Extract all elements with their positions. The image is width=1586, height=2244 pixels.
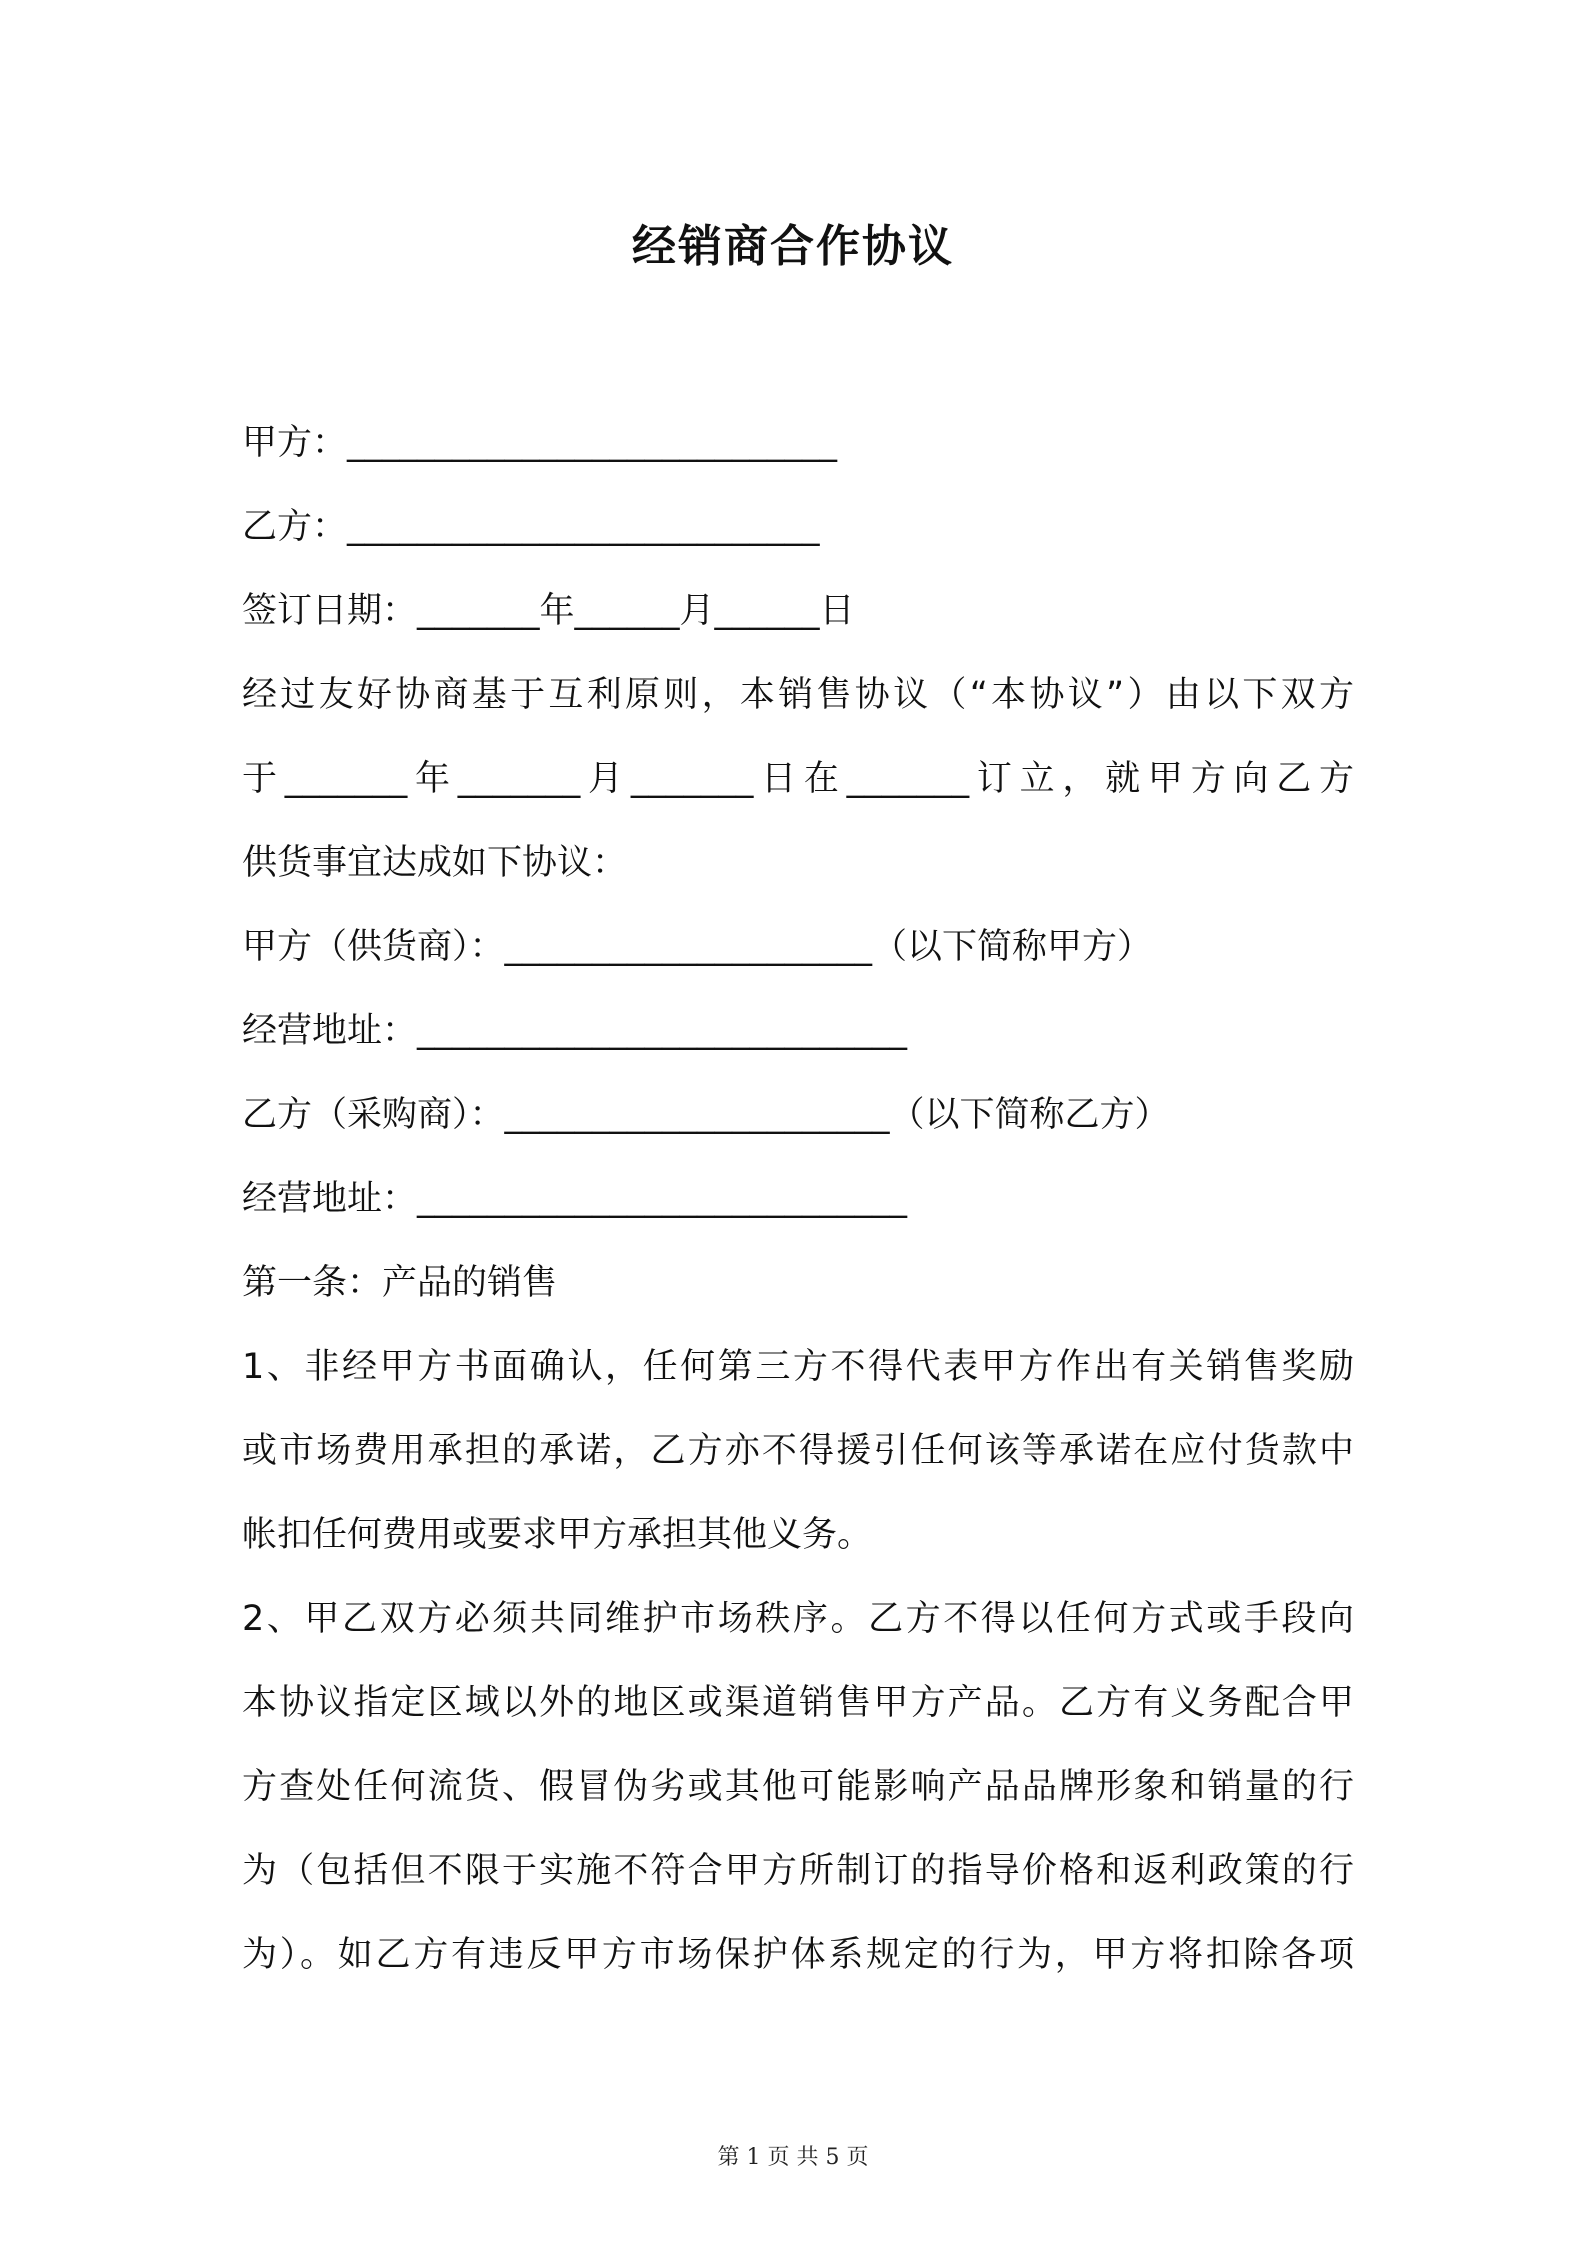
- paragraph-line: 帐扣任何费用或要求甲方承担其他义务。: [242, 1515, 873, 1555]
- document-title: 经销商合作协议: [632, 221, 954, 272]
- paragraph-line: 于_______年_______月_______日在_______订立，就甲方向乙方: [242, 759, 1354, 799]
- paragraph-line: 2、甲乙双方必须共同维护市场秩序。乙方不得以任何方式或手段向: [242, 1599, 1354, 1639]
- purchaser-line: 乙方（采购商）：______________________（以下简称乙方）: [242, 1095, 1170, 1135]
- paragraph-line: 供货事宜达成如下协议：: [242, 843, 628, 883]
- paragraph-line: 本协议指定区域以外的地区或渠道销售甲方产品。乙方有义务配合甲: [242, 1683, 1354, 1723]
- purchaser-address-line: 经营地址：____________________________: [242, 1179, 908, 1219]
- paragraph-line: 经过友好协商基于互利原则，本销售协议（“本协议”）由以下双方: [242, 675, 1354, 715]
- paragraph-line: 为（包括但不限于实施不符合甲方所制订的指导价格和返利政策的行: [242, 1851, 1354, 1891]
- signing-date-line: 签订日期：_______年______月______日: [242, 591, 855, 631]
- paragraph-line: 为）。如乙方有违反甲方市场保护体系规定的行为，甲方将扣除各项: [242, 1935, 1354, 1975]
- party-b-line: 乙方：___________________________: [242, 507, 820, 547]
- paragraph-line: 1、非经甲方书面确认，任何第三方不得代表甲方作出有关销售奖励: [242, 1347, 1354, 1387]
- party-a-line: 甲方：____________________________: [242, 423, 838, 463]
- supplier-address-line: 经营地址：____________________________: [242, 1011, 908, 1051]
- page-number-footer: 第 1 页 共 5 页: [717, 2145, 869, 2170]
- article-heading: 第一条：产品的销售: [242, 1263, 558, 1303]
- paragraph-line: 或市场费用承担的承诺，乙方亦不得援引任何该等承诺在应付货款中: [242, 1431, 1354, 1471]
- supplier-line: 甲方（供货商）：_____________________（以下简称甲方）: [242, 927, 1153, 967]
- paragraph-line: 方查处任何流货、假冒伪劣或其他可能影响产品品牌形象和销量的行: [242, 1767, 1354, 1807]
